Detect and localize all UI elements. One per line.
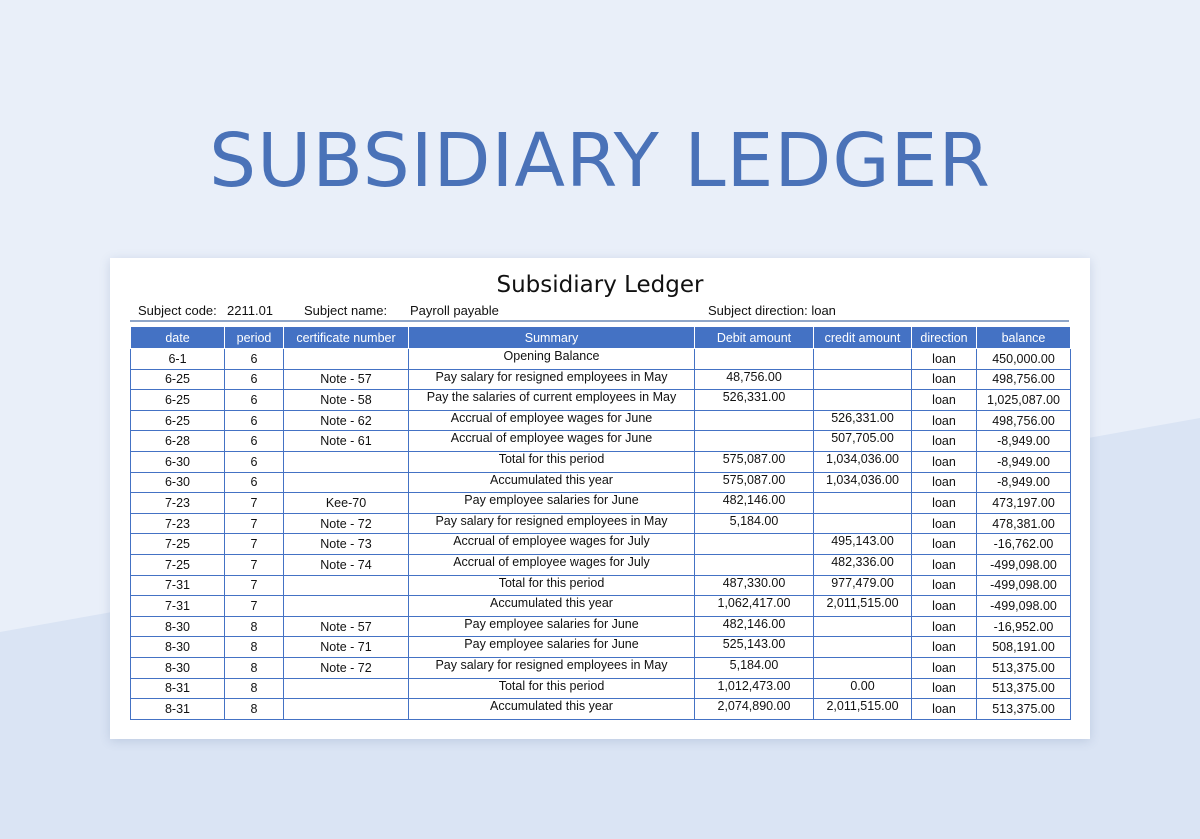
- table-row: [131, 390, 1071, 411]
- cell-balance: -8,949.00: [977, 472, 1071, 493]
- cell-date: 7-31: [131, 596, 225, 617]
- table-row: [131, 349, 1071, 370]
- cell-period: 7: [225, 493, 284, 514]
- cell-direction: loan: [912, 596, 977, 617]
- cell-debit-amount: [695, 534, 814, 555]
- ledger-table: [130, 326, 1071, 720]
- cell-credit-amount: 507,705.00: [814, 431, 912, 452]
- cell-summary: Accumulated this year: [409, 699, 695, 720]
- cell-date: 8-31: [131, 699, 225, 720]
- cell-certificate-number: [284, 699, 409, 720]
- cell-certificate-number: Note - 62: [284, 410, 409, 431]
- table-row: [131, 369, 1071, 390]
- cell-balance: 513,375.00: [977, 678, 1071, 699]
- ledger-sheet: [110, 258, 1090, 739]
- cell-certificate-number: [284, 678, 409, 699]
- cell-direction: loan: [912, 575, 977, 596]
- cell-summary: Accrual of employee wages for July: [409, 534, 695, 555]
- cell-direction: loan: [912, 513, 977, 534]
- cell-summary: Pay salary for resigned employees in May: [409, 369, 695, 390]
- cell-summary: Pay employee salaries for June: [409, 616, 695, 637]
- cell-balance: -8,949.00: [977, 431, 1071, 452]
- table-row: [131, 616, 1071, 637]
- cell-credit-amount: 2,011,515.00: [814, 699, 912, 720]
- cell-date: 7-25: [131, 554, 225, 575]
- table-row: [131, 575, 1071, 596]
- banner-title: SUBSIDIARY LEDGER: [209, 118, 991, 204]
- cell-credit-amount: 482,336.00: [814, 554, 912, 575]
- cell-direction: loan: [912, 699, 977, 720]
- cell-credit-amount: [814, 637, 912, 658]
- cell-certificate-number: [284, 575, 409, 596]
- cell-balance: 513,375.00: [977, 657, 1071, 678]
- cell-period: 8: [225, 657, 284, 678]
- cell-credit-amount: 2,011,515.00: [814, 596, 912, 617]
- cell-direction: loan: [912, 349, 977, 370]
- cell-balance: -16,952.00: [977, 616, 1071, 637]
- cell-debit-amount: [695, 431, 814, 452]
- cell-period: 6: [225, 369, 284, 390]
- cell-period: 6: [225, 410, 284, 431]
- cell-certificate-number: [284, 472, 409, 493]
- subject-code-label: Subject code:: [138, 303, 217, 318]
- cell-period: 6: [225, 431, 284, 452]
- cell-credit-amount: [814, 390, 912, 411]
- cell-certificate-number: Note - 71: [284, 637, 409, 658]
- subject-name-label: Subject name:: [304, 303, 388, 318]
- column-header-period: period: [225, 327, 284, 349]
- table-row: [131, 699, 1071, 720]
- table-header-row: [131, 327, 1071, 349]
- cell-date: 7-25: [131, 534, 225, 555]
- table-row: [131, 637, 1071, 658]
- cell-debit-amount: 5,184.00: [695, 513, 814, 534]
- table-row: [131, 472, 1071, 493]
- cell-balance: -16,762.00: [977, 534, 1071, 555]
- cell-debit-amount: [695, 410, 814, 431]
- cell-balance: 498,756.00: [977, 410, 1071, 431]
- cell-balance: 498,756.00: [977, 369, 1071, 390]
- cell-debit-amount: 575,087.00: [695, 472, 814, 493]
- cell-credit-amount: [814, 349, 912, 370]
- cell-debit-amount: 48,756.00: [695, 369, 814, 390]
- cell-date: 6-1: [131, 349, 225, 370]
- cell-period: 6: [225, 451, 284, 472]
- cell-balance: -499,098.00: [977, 554, 1071, 575]
- table-row: [131, 513, 1071, 534]
- cell-certificate-number: [284, 349, 409, 370]
- cell-debit-amount: 575,087.00: [695, 451, 814, 472]
- cell-date: 6-25: [131, 369, 225, 390]
- cell-credit-amount: 495,143.00: [814, 534, 912, 555]
- table-row: [131, 431, 1071, 452]
- cell-certificate-number: Note - 72: [284, 657, 409, 678]
- cell-debit-amount: 1,062,417.00: [695, 596, 814, 617]
- cell-date: 6-25: [131, 410, 225, 431]
- table-row: [131, 493, 1071, 514]
- cell-balance: 478,381.00: [977, 513, 1071, 534]
- sheet-title: Subsidiary Ledger: [496, 272, 704, 298]
- cell-credit-amount: 977,479.00: [814, 575, 912, 596]
- cell-period: 8: [225, 678, 284, 699]
- cell-balance: -499,098.00: [977, 596, 1071, 617]
- subject-name-value: Payroll payable: [410, 303, 499, 318]
- table-row: [131, 451, 1071, 472]
- cell-debit-amount: 525,143.00: [695, 637, 814, 658]
- cell-direction: loan: [912, 369, 977, 390]
- cell-certificate-number: Note - 61: [284, 431, 409, 452]
- table-row: [131, 410, 1071, 431]
- cell-certificate-number: [284, 596, 409, 617]
- cell-balance: 473,197.00: [977, 493, 1071, 514]
- cell-date: 8-31: [131, 678, 225, 699]
- cell-balance: 1,025,087.00: [977, 390, 1071, 411]
- cell-summary: Pay the salaries of current employees in May: [409, 390, 695, 411]
- cell-date: 7-31: [131, 575, 225, 596]
- cell-summary: Pay salary for resigned employees in May: [409, 513, 695, 534]
- cell-credit-amount: [814, 657, 912, 678]
- cell-direction: loan: [912, 472, 977, 493]
- cell-certificate-number: Kee-70: [284, 493, 409, 514]
- table-row: [131, 554, 1071, 575]
- cell-date: 8-30: [131, 657, 225, 678]
- cell-debit-amount: 526,331.00: [695, 390, 814, 411]
- cell-direction: loan: [912, 637, 977, 658]
- column-header-date: date: [131, 327, 225, 349]
- cell-direction: loan: [912, 616, 977, 637]
- cell-balance: 513,375.00: [977, 699, 1071, 720]
- subject-code-value: 2211.01: [227, 303, 274, 318]
- cell-summary: Accumulated this year: [409, 596, 695, 617]
- cell-debit-amount: 482,146.00: [695, 493, 814, 514]
- cell-summary: Pay employee salaries for June: [409, 493, 695, 514]
- cell-direction: loan: [912, 678, 977, 699]
- cell-date: 7-23: [131, 493, 225, 514]
- cell-direction: loan: [912, 554, 977, 575]
- cell-balance: 450,000.00: [977, 349, 1071, 370]
- cell-direction: loan: [912, 451, 977, 472]
- ledger-body: [131, 349, 1071, 720]
- cell-credit-amount: [814, 369, 912, 390]
- cell-direction: loan: [912, 431, 977, 452]
- cell-date: 6-25: [131, 390, 225, 411]
- cell-debit-amount: 5,184.00: [695, 657, 814, 678]
- cell-balance: -8,949.00: [977, 451, 1071, 472]
- cell-credit-amount: 1,034,036.00: [814, 472, 912, 493]
- cell-certificate-number: Note - 74: [284, 554, 409, 575]
- cell-period: 7: [225, 596, 284, 617]
- column-header-certificate-number: certificate number: [284, 327, 409, 349]
- table-row: [131, 596, 1071, 617]
- subject-direction: Subject direction: loan: [708, 303, 836, 318]
- cell-direction: loan: [912, 410, 977, 431]
- cell-summary: Opening Balance: [409, 349, 695, 370]
- cell-debit-amount: 482,146.00: [695, 616, 814, 637]
- column-header-credit-amount: credit amount: [814, 327, 912, 349]
- cell-certificate-number: [284, 451, 409, 472]
- column-header-debit-amount: Debit amount: [695, 327, 814, 349]
- cell-debit-amount: 2,074,890.00: [695, 699, 814, 720]
- cell-credit-amount: 1,034,036.00: [814, 451, 912, 472]
- cell-credit-amount: 0.00: [814, 678, 912, 699]
- cell-summary: Total for this period: [409, 575, 695, 596]
- cell-period: 7: [225, 534, 284, 555]
- cell-certificate-number: Note - 58: [284, 390, 409, 411]
- cell-direction: loan: [912, 493, 977, 514]
- cell-credit-amount: [814, 616, 912, 637]
- cell-period: 8: [225, 699, 284, 720]
- cell-date: 6-30: [131, 472, 225, 493]
- cell-summary: Accrual of employee wages for June: [409, 431, 695, 452]
- cell-credit-amount: [814, 493, 912, 514]
- cell-date: 6-28: [131, 431, 225, 452]
- cell-period: 7: [225, 575, 284, 596]
- cell-summary: Accrual of employee wages for July: [409, 554, 695, 575]
- cell-period: 6: [225, 472, 284, 493]
- cell-summary: Accumulated this year: [409, 472, 695, 493]
- table-row: [131, 534, 1071, 555]
- cell-summary: Pay salary for resigned employees in May: [409, 657, 695, 678]
- cell-debit-amount: 487,330.00: [695, 575, 814, 596]
- table-row: [131, 678, 1071, 699]
- cell-certificate-number: Note - 57: [284, 369, 409, 390]
- cell-certificate-number: Note - 72: [284, 513, 409, 534]
- column-header-balance: balance: [977, 327, 1071, 349]
- cell-direction: loan: [912, 657, 977, 678]
- cell-date: 8-30: [131, 637, 225, 658]
- cell-summary: Pay employee salaries for June: [409, 637, 695, 658]
- cell-period: 6: [225, 390, 284, 411]
- header-divider: [130, 320, 1069, 322]
- cell-period: 7: [225, 513, 284, 534]
- cell-period: 7: [225, 554, 284, 575]
- cell-direction: loan: [912, 534, 977, 555]
- cell-debit-amount: [695, 349, 814, 370]
- cell-certificate-number: Note - 73: [284, 534, 409, 555]
- cell-direction: loan: [912, 390, 977, 411]
- cell-summary: Total for this period: [409, 451, 695, 472]
- cell-period: 8: [225, 616, 284, 637]
- cell-debit-amount: 1,012,473.00: [695, 678, 814, 699]
- cell-credit-amount: [814, 513, 912, 534]
- column-header-direction: direction: [912, 327, 977, 349]
- cell-date: 7-23: [131, 513, 225, 534]
- cell-summary: Accrual of employee wages for June: [409, 410, 695, 431]
- cell-period: 6: [225, 349, 284, 370]
- column-header-summary: Summary: [409, 327, 695, 349]
- cell-credit-amount: 526,331.00: [814, 410, 912, 431]
- cell-period: 8: [225, 637, 284, 658]
- cell-certificate-number: Note - 57: [284, 616, 409, 637]
- cell-debit-amount: [695, 554, 814, 575]
- cell-date: 8-30: [131, 616, 225, 637]
- cell-balance: -499,098.00: [977, 575, 1071, 596]
- cell-balance: 508,191.00: [977, 637, 1071, 658]
- cell-summary: Total for this period: [409, 678, 695, 699]
- cell-date: 6-30: [131, 451, 225, 472]
- table-row: [131, 657, 1071, 678]
